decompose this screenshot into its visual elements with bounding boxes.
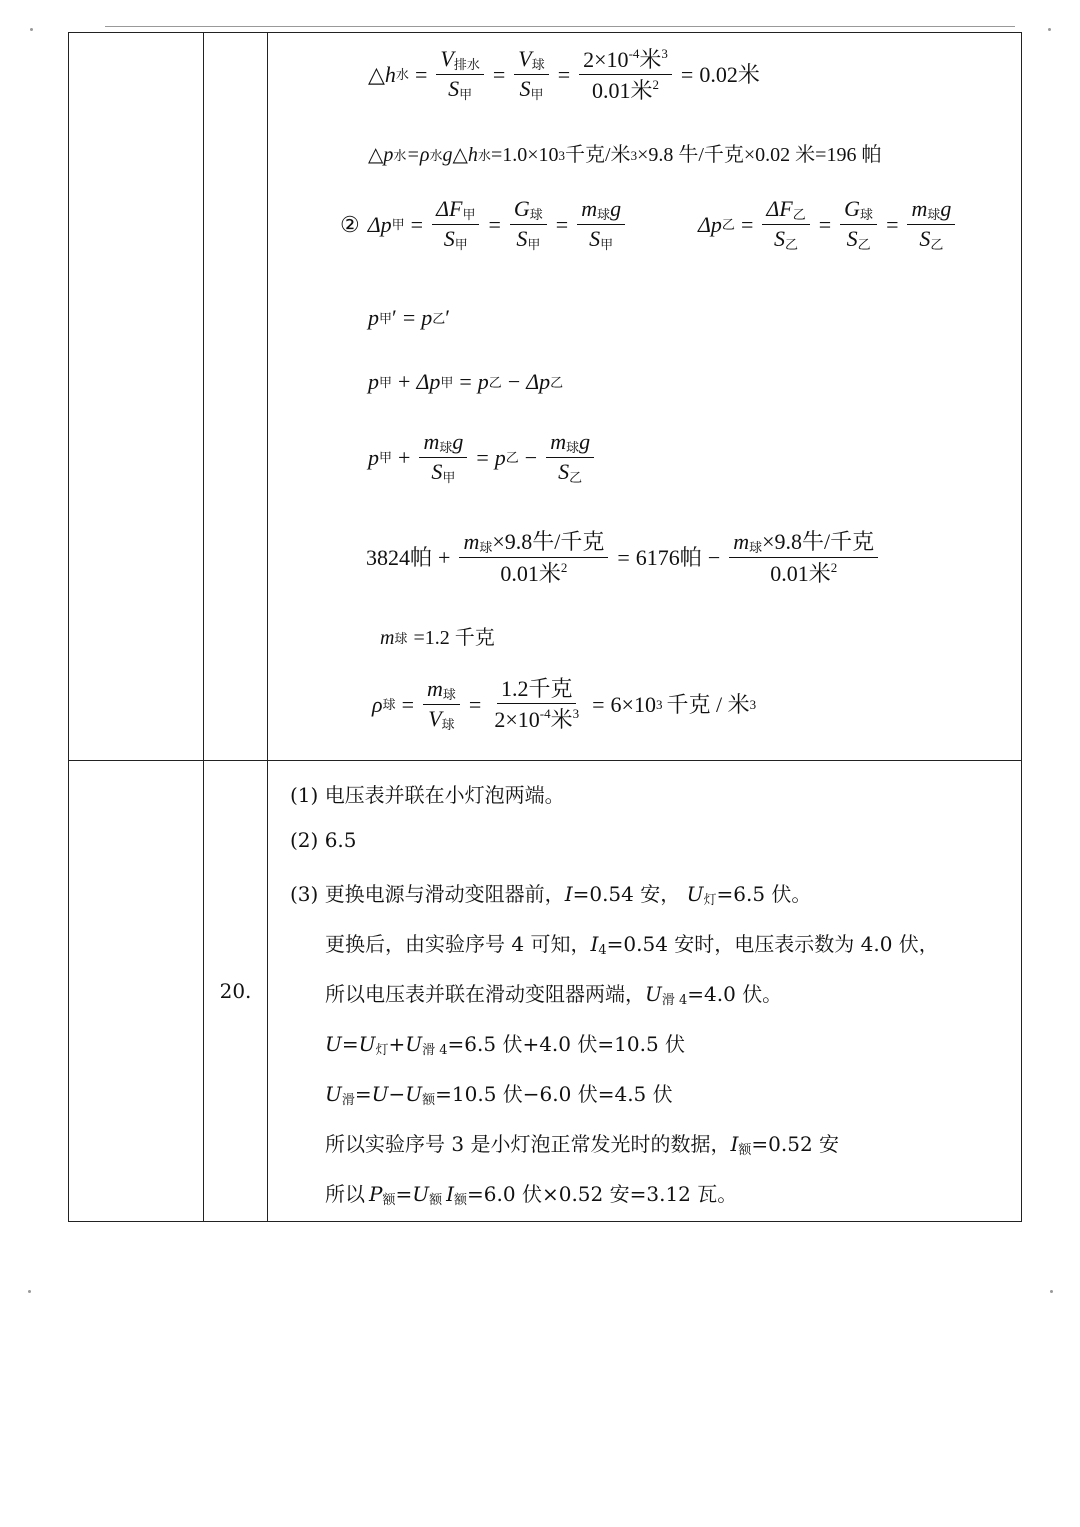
math-sub: 乙 <box>488 374 502 390</box>
math-symbol: S <box>846 226 858 251</box>
fraction <box>907 198 955 251</box>
math-symbol: S <box>448 76 460 101</box>
answer-text: 所以电压表并联在滑动变阻器两端， <box>325 982 645 1006</box>
math-sub: 乙 <box>569 470 583 485</box>
answer-text: =6.0 伏×0.52 安=3.12 瓦。 <box>467 1182 738 1206</box>
math-sub: 乙 <box>785 237 799 252</box>
equation-pressure-equal: p 甲 ′ = p 乙 ′ <box>368 305 451 330</box>
math-text: =1.2 千克 <box>413 627 495 649</box>
equation-pressure-sum: p 甲 + Δp 甲 = p 乙 − Δp 乙 <box>368 369 564 394</box>
math-symbol: U <box>405 1082 423 1106</box>
header-rule <box>105 26 1015 27</box>
math-symbol: p <box>494 444 506 470</box>
math-sup: 3 <box>558 147 565 163</box>
math-symbol: S <box>516 226 528 251</box>
answer-line <box>325 928 939 958</box>
math-sub: 球 <box>382 697 396 712</box>
math-sub: 球 <box>927 207 941 222</box>
fraction <box>510 198 547 251</box>
math-symbol: g <box>579 429 591 454</box>
math-symbol: p <box>477 369 489 394</box>
math-sub: 球 <box>441 717 455 732</box>
math-symbol: U <box>645 982 662 1006</box>
fraction <box>546 431 594 484</box>
answer-line <box>325 1028 685 1058</box>
math-sup: 3 <box>655 697 663 712</box>
math-symbol: ρ <box>372 691 383 717</box>
answer-line <box>325 1178 737 1208</box>
fraction <box>459 531 608 585</box>
math-sub: 甲 <box>442 470 456 485</box>
math-symbol: U <box>371 1082 389 1106</box>
equation-delta-h: △h 水 = $\frac{V_{排水}}{S_甲}$ = $\frac{V_球}{S_甲}$ = $\frac{2\times 10^{-4}米^3}{0.01米^2}$ = 0.02米 <box>368 46 760 103</box>
math-symbol: g <box>452 429 464 454</box>
math-symbol: △p <box>368 144 394 166</box>
math-symbol: m <box>427 676 443 701</box>
prime-mark: ′ <box>392 305 397 330</box>
math-symbol: g <box>610 196 622 221</box>
scan-dot <box>1048 28 1051 31</box>
answer-table <box>68 32 1022 1222</box>
answer-text: =4.0 伏。 <box>687 982 783 1006</box>
answer-text: =0.52 安 <box>751 1132 840 1156</box>
math-symbol: m <box>463 529 480 554</box>
table-row <box>69 761 1022 1222</box>
equation-pressure-fractions: p 甲 + $\frac{m_球g}{S_甲}$ = p 乙 − $\frac{m_球g}{S_乙}$ <box>368 431 597 484</box>
math-sub: 甲 <box>454 237 468 252</box>
math-sup: 2 <box>652 77 660 92</box>
math-sub: 甲 <box>530 87 544 102</box>
math-sub: 甲 <box>379 374 393 390</box>
math-symbol: S <box>519 76 531 101</box>
math-symbol: I <box>730 1132 739 1156</box>
question-number: 20. <box>204 761 268 1222</box>
unit-text: 米 <box>639 47 662 72</box>
math-sub: 水 <box>393 147 407 163</box>
math-text: 3824帕 <box>366 545 433 570</box>
math-sup: -4 <box>628 46 640 61</box>
math-text: 1.2千克 <box>500 676 573 701</box>
fraction <box>729 531 878 585</box>
math-sub: 球 <box>860 207 874 222</box>
math-symbol: U <box>405 1032 423 1056</box>
math-symbol: Δp <box>416 369 441 394</box>
math-symbol: △h <box>368 61 396 87</box>
answer-text: = <box>395 1182 413 1206</box>
answer-text: = <box>341 1032 359 1056</box>
math-symbol: V <box>518 46 532 71</box>
math-sup: 2 <box>560 560 568 575</box>
table-row <box>69 33 1022 761</box>
math-sub: 额 <box>738 1143 752 1158</box>
math-sub: 球 <box>529 207 543 222</box>
math-sub: 乙 <box>857 237 871 252</box>
math-sub: 乙 <box>432 310 446 326</box>
scan-dot <box>30 28 33 31</box>
math-symbol: S <box>919 226 931 251</box>
math-sup: 3 <box>572 706 580 721</box>
math-result: 0.02米 <box>699 61 760 87</box>
math-text: ×9.8牛/千克 <box>492 529 605 554</box>
math-symbol: p <box>368 369 379 394</box>
fraction <box>762 198 809 251</box>
math-symbol: I <box>564 882 573 906</box>
math-sup: 2 <box>830 560 838 575</box>
math-symbol: U <box>412 1182 430 1206</box>
fraction <box>423 678 460 731</box>
math-sub: 乙 <box>505 450 519 465</box>
answer-text: 更换后，由实验序号 4 可知， <box>325 932 591 956</box>
math-symbol: p <box>421 305 433 330</box>
math-sub: 甲 <box>527 237 541 252</box>
math-sub: 水 <box>477 147 491 163</box>
math-sub: 甲 <box>440 374 454 390</box>
math-sub: 乙 <box>930 237 944 252</box>
math-symbol: S <box>774 226 786 251</box>
math-sub: 甲 <box>379 450 393 465</box>
answer-text: =0.54 安， <box>572 882 681 906</box>
math-symbol: S <box>558 459 570 484</box>
math-sub: 乙 <box>792 207 806 222</box>
equation-ball-mass <box>380 628 495 648</box>
left-blank-cell <box>69 761 204 1222</box>
math-symbol: Δp <box>526 369 551 394</box>
answer-text: 所以 <box>325 1182 365 1206</box>
fraction <box>840 198 877 251</box>
math-sub: 球 <box>442 687 456 702</box>
prime-mark: ′ <box>445 305 451 330</box>
math-sub: 乙 <box>550 374 564 390</box>
answer-text: + <box>388 1032 406 1056</box>
answer-text: − <box>388 1082 406 1106</box>
math-symbol: G <box>513 196 530 221</box>
math-sub: 球 <box>566 440 580 455</box>
math-symbol: S <box>443 226 455 251</box>
math-symbol: U <box>358 1032 376 1056</box>
math-symbol: G <box>844 196 861 221</box>
math-symbol: S <box>431 459 443 484</box>
math-symbol: ΔF <box>766 196 793 221</box>
fraction <box>436 48 483 101</box>
math-symbol: I <box>446 1182 455 1206</box>
math-sub: 乙 <box>721 217 735 232</box>
fraction <box>419 431 467 484</box>
math-sub: 甲 <box>459 87 473 102</box>
question-number-cell <box>204 33 268 761</box>
answer-line <box>325 1128 839 1158</box>
math-symbol: g <box>940 196 952 221</box>
math-text: 0.01米 <box>592 78 653 103</box>
answer-text: = <box>354 1082 372 1106</box>
equation-ball-density: ρ 球 = $\frac{m_球}{V_球}$ = $\frac{\text{1.2千克}}{2\times 10^{-4}米^3}$ = 6×10 3 千克 / 米 3 <box>372 676 757 732</box>
math-sup: 3 <box>630 147 638 163</box>
math-text: ×9.8 牛/千克×0.02 米=196 帕 <box>637 144 882 166</box>
answer-line: (2) 6.5 <box>290 828 357 852</box>
math-sub: 水 <box>395 67 409 82</box>
math-text: 0.01米 <box>770 561 831 586</box>
math-symbol: m <box>581 196 598 221</box>
math-sub: 球 <box>394 630 408 646</box>
fraction <box>432 198 479 251</box>
step-marker: ② <box>340 211 360 237</box>
answer-text: (3) 更换电源与滑动变阻器前， <box>290 882 565 906</box>
equation-delta-p-water <box>368 145 881 165</box>
math-sub: 额 <box>429 1193 443 1208</box>
math-sub: 甲 <box>600 237 614 252</box>
math-symbol: S <box>589 226 601 251</box>
unit-text: 千克 / 米 <box>666 691 750 717</box>
math-sub: 球 <box>749 540 763 555</box>
equation-delta-p-jia: ② Δp 甲 = $\frac{\Delta F_甲}{S_甲}$ = $\frac{G_球}{S_甲}$ = $\frac{m_球g}{S_甲}$ <box>340 198 628 251</box>
answer-text: =0.54 安时，电压表示数为 4.0 伏， <box>606 932 939 956</box>
answer-text: =6.5 伏。 <box>716 882 812 906</box>
math-sub: 水 <box>429 147 443 163</box>
math-text: 6×10 <box>610 691 656 717</box>
math-sub: 球 <box>597 207 611 222</box>
math-text: ×9.8牛/千克 <box>762 529 875 554</box>
math-symbol: U <box>686 882 704 906</box>
math-sub: 额 <box>382 1193 396 1208</box>
math-sub: 球 <box>531 57 545 72</box>
math-symbol: m <box>550 429 567 454</box>
math-sub: 球 <box>439 440 453 455</box>
math-text: =1.0×10 <box>490 144 559 166</box>
math-symbol: U <box>325 1082 342 1106</box>
unit-text: 千克/米 <box>565 144 631 166</box>
math-text: 0.01米 <box>500 561 561 586</box>
answer-text: 所以实验序号 3 是小灯泡正常发光时的数据， <box>325 1132 731 1156</box>
fraction <box>579 47 672 102</box>
math-symbol: Δp <box>698 211 722 237</box>
math-sub: 排水 <box>453 57 480 72</box>
math-symbol: g△h <box>442 144 478 166</box>
answer-line <box>290 878 811 908</box>
answer-cell <box>268 33 1022 761</box>
math-symbol: Δp <box>367 211 392 237</box>
math-symbol: V <box>428 706 442 731</box>
answer-line: (1) 电压表并联在小灯泡两端。 <box>290 783 565 807</box>
left-blank-cell <box>69 33 204 761</box>
math-sub: 球 <box>479 540 493 555</box>
math-symbol: m <box>733 529 750 554</box>
math-symbol: p <box>368 305 379 330</box>
equation-delta-p-yi: Δp 乙 = $\frac{\Delta F_乙}{S_乙}$ = $\frac{G_球}{S_乙}$ = $\frac{m_球g}{S_乙}$ <box>698 198 958 251</box>
scan-dot <box>1050 1290 1053 1293</box>
math-sub: 甲 <box>379 310 393 326</box>
answer-text: =6.5 伏+4.0 伏=10.5 伏 <box>447 1032 686 1056</box>
math-symbol: I <box>590 932 599 956</box>
scan-dot <box>28 1290 31 1293</box>
math-sup: 3 <box>661 46 668 61</box>
math-text: 2×10 <box>494 707 540 732</box>
math-sub: 额 <box>454 1193 468 1208</box>
math-symbol: =ρ <box>406 144 430 166</box>
math-sup: -4 <box>539 706 551 721</box>
math-sub: 滑 4 <box>422 1043 448 1058</box>
answer-line <box>325 1078 673 1108</box>
fraction <box>490 678 583 731</box>
math-symbol: P <box>369 1182 383 1206</box>
math-sub: 灯 <box>703 893 717 908</box>
math-symbol: V <box>440 46 454 71</box>
answer-text: =10.5 伏−6.0 伏=4.5 伏 <box>435 1082 673 1106</box>
math-sub: 甲 <box>462 207 476 222</box>
math-symbol: m <box>911 196 928 221</box>
math-symbol: p <box>368 444 379 470</box>
math-sup: 3 <box>749 697 757 712</box>
answer-line <box>325 978 782 1008</box>
answer-cell <box>268 761 1022 1222</box>
math-symbol: m <box>380 627 395 649</box>
equation-numeric-substitution: 3824帕 + $\frac{m_球\times 9.8牛/千克}{0.01米^2}$ = 6176帕 − $\frac{m_球\times 9.8牛/千克}{0.01米^2}$ <box>366 531 881 585</box>
math-sub: 额 <box>422 1093 436 1108</box>
math-sub: 滑 4 <box>661 993 688 1008</box>
math-text: 2×10 <box>583 47 629 72</box>
math-sub: 滑 <box>341 1093 355 1108</box>
fraction <box>514 48 548 101</box>
math-symbol: m <box>423 429 440 454</box>
math-text: 6176帕 <box>635 545 702 570</box>
math-sub: 灯 <box>375 1043 389 1058</box>
math-symbol: ΔF <box>436 196 463 221</box>
unit-text: 米 <box>550 707 573 732</box>
math-symbol: U <box>325 1032 342 1056</box>
fraction <box>577 198 625 251</box>
math-sub: 甲 <box>391 217 405 232</box>
math-sub: 4 <box>598 943 607 958</box>
